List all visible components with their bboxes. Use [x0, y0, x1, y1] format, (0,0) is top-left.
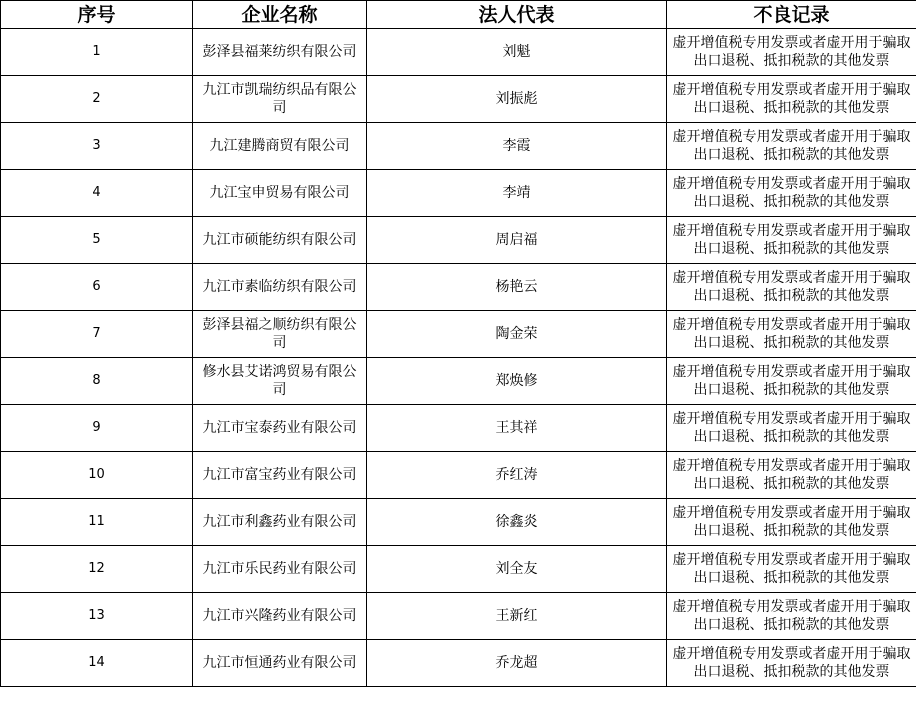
table-row: [1, 311, 916, 358]
cell-record: 虚开增值税专用发票或者虚开用于骗取出口退税、抵扣税款的其他发票: [667, 358, 916, 405]
cell-index: 13: [1, 593, 193, 640]
table-row: [1, 593, 916, 640]
cell-index: 1: [1, 29, 193, 76]
cell-record: 虚开增值税专用发票或者虚开用于骗取出口退税、抵扣税款的其他发票: [667, 311, 916, 358]
cell-record: 虚开增值税专用发票或者虚开用于骗取出口退税、抵扣税款的其他发票: [667, 546, 916, 593]
cell-legal-rep: 周启福: [367, 217, 667, 264]
cell-company: 九江市乐民药业有限公司: [193, 546, 367, 593]
cell-legal-rep: 郑焕修: [367, 358, 667, 405]
cell-company: 修水县艾诺鸿贸易有限公司: [193, 358, 367, 405]
table-row: [1, 546, 916, 593]
cell-record: 虚开增值税专用发票或者虚开用于骗取出口退税、抵扣税款的其他发票: [667, 452, 916, 499]
cell-legal-rep: 刘魁: [367, 29, 667, 76]
cell-index: 11: [1, 499, 193, 546]
cell-company: 九江宝申贸易有限公司: [193, 170, 367, 217]
cell-record: 虚开增值税专用发票或者虚开用于骗取出口退税、抵扣税款的其他发票: [667, 405, 916, 452]
cell-record: 虚开增值税专用发票或者虚开用于骗取出口退税、抵扣税款的其他发票: [667, 640, 916, 687]
cell-legal-rep: 李靖: [367, 170, 667, 217]
table-row: [1, 358, 916, 405]
cell-index: 2: [1, 76, 193, 123]
cell-company: 九江市凯瑞纺织品有限公司: [193, 76, 367, 123]
cell-record: 虚开增值税专用发票或者虚开用于骗取出口退税、抵扣税款的其他发票: [667, 593, 916, 640]
cell-legal-rep: 徐鑫炎: [367, 499, 667, 546]
table-row: [1, 170, 916, 217]
cell-record: 虚开增值税专用发票或者虚开用于骗取出口退税、抵扣税款的其他发票: [667, 29, 916, 76]
cell-company: 九江市素临纺织有限公司: [193, 264, 367, 311]
cell-index: 5: [1, 217, 193, 264]
cell-index: 7: [1, 311, 193, 358]
cell-company: 九江市富宝药业有限公司: [193, 452, 367, 499]
header-company: 企业名称: [193, 1, 367, 29]
cell-company: 九江市利鑫药业有限公司: [193, 499, 367, 546]
cell-index: 3: [1, 123, 193, 170]
cell-legal-rep: 王其祥: [367, 405, 667, 452]
table-row: [1, 76, 916, 123]
cell-record: 虚开增值税专用发票或者虚开用于骗取出口退税、抵扣税款的其他发票: [667, 76, 916, 123]
cell-index: 8: [1, 358, 193, 405]
cell-index: 4: [1, 170, 193, 217]
cell-legal-rep: 乔龙超: [367, 640, 667, 687]
header-record: 不良记录: [667, 1, 916, 29]
cell-legal-rep: 杨艳云: [367, 264, 667, 311]
cell-legal-rep: 刘全友: [367, 546, 667, 593]
table-row: [1, 452, 916, 499]
cell-legal-rep: 王新红: [367, 593, 667, 640]
table-body: [1, 29, 916, 687]
header-legal-rep: 法人代表: [367, 1, 667, 29]
cell-company: 彭泽县福莱纺织有限公司: [193, 29, 367, 76]
cell-record: 虚开增值税专用发票或者虚开用于骗取出口退税、抵扣税款的其他发票: [667, 499, 916, 546]
table-row: [1, 29, 916, 76]
table-header-row: [1, 1, 916, 29]
cell-legal-rep: 李霞: [367, 123, 667, 170]
cell-record: 虚开增值税专用发票或者虚开用于骗取出口退税、抵扣税款的其他发票: [667, 217, 916, 264]
cell-record: 虚开增值税专用发票或者虚开用于骗取出口退税、抵扣税款的其他发票: [667, 264, 916, 311]
cell-record: 虚开增值税专用发票或者虚开用于骗取出口退税、抵扣税款的其他发票: [667, 123, 916, 170]
cell-legal-rep: 陶金荣: [367, 311, 667, 358]
cell-legal-rep: 乔红涛: [367, 452, 667, 499]
table-row: [1, 123, 916, 170]
cell-index: 9: [1, 405, 193, 452]
cell-legal-rep: 刘振彪: [367, 76, 667, 123]
cell-index: 12: [1, 546, 193, 593]
cell-index: 10: [1, 452, 193, 499]
table-row: [1, 217, 916, 264]
cell-company: 九江建腾商贸有限公司: [193, 123, 367, 170]
cell-company: 九江市硕能纺织有限公司: [193, 217, 367, 264]
table-row: [1, 405, 916, 452]
cell-company: 九江市宝泰药业有限公司: [193, 405, 367, 452]
cell-index: 6: [1, 264, 193, 311]
cell-company: 彭泽县福之顺纺织有限公司: [193, 311, 367, 358]
cell-record: 虚开增值税专用发票或者虚开用于骗取出口退税、抵扣税款的其他发票: [667, 170, 916, 217]
cell-company: 九江市兴隆药业有限公司: [193, 593, 367, 640]
cell-index: 14: [1, 640, 193, 687]
cell-company: 九江市恒通药业有限公司: [193, 640, 367, 687]
table-row: [1, 640, 916, 687]
header-index: 序号: [1, 1, 193, 29]
table-row: [1, 264, 916, 311]
table-row: [1, 499, 916, 546]
